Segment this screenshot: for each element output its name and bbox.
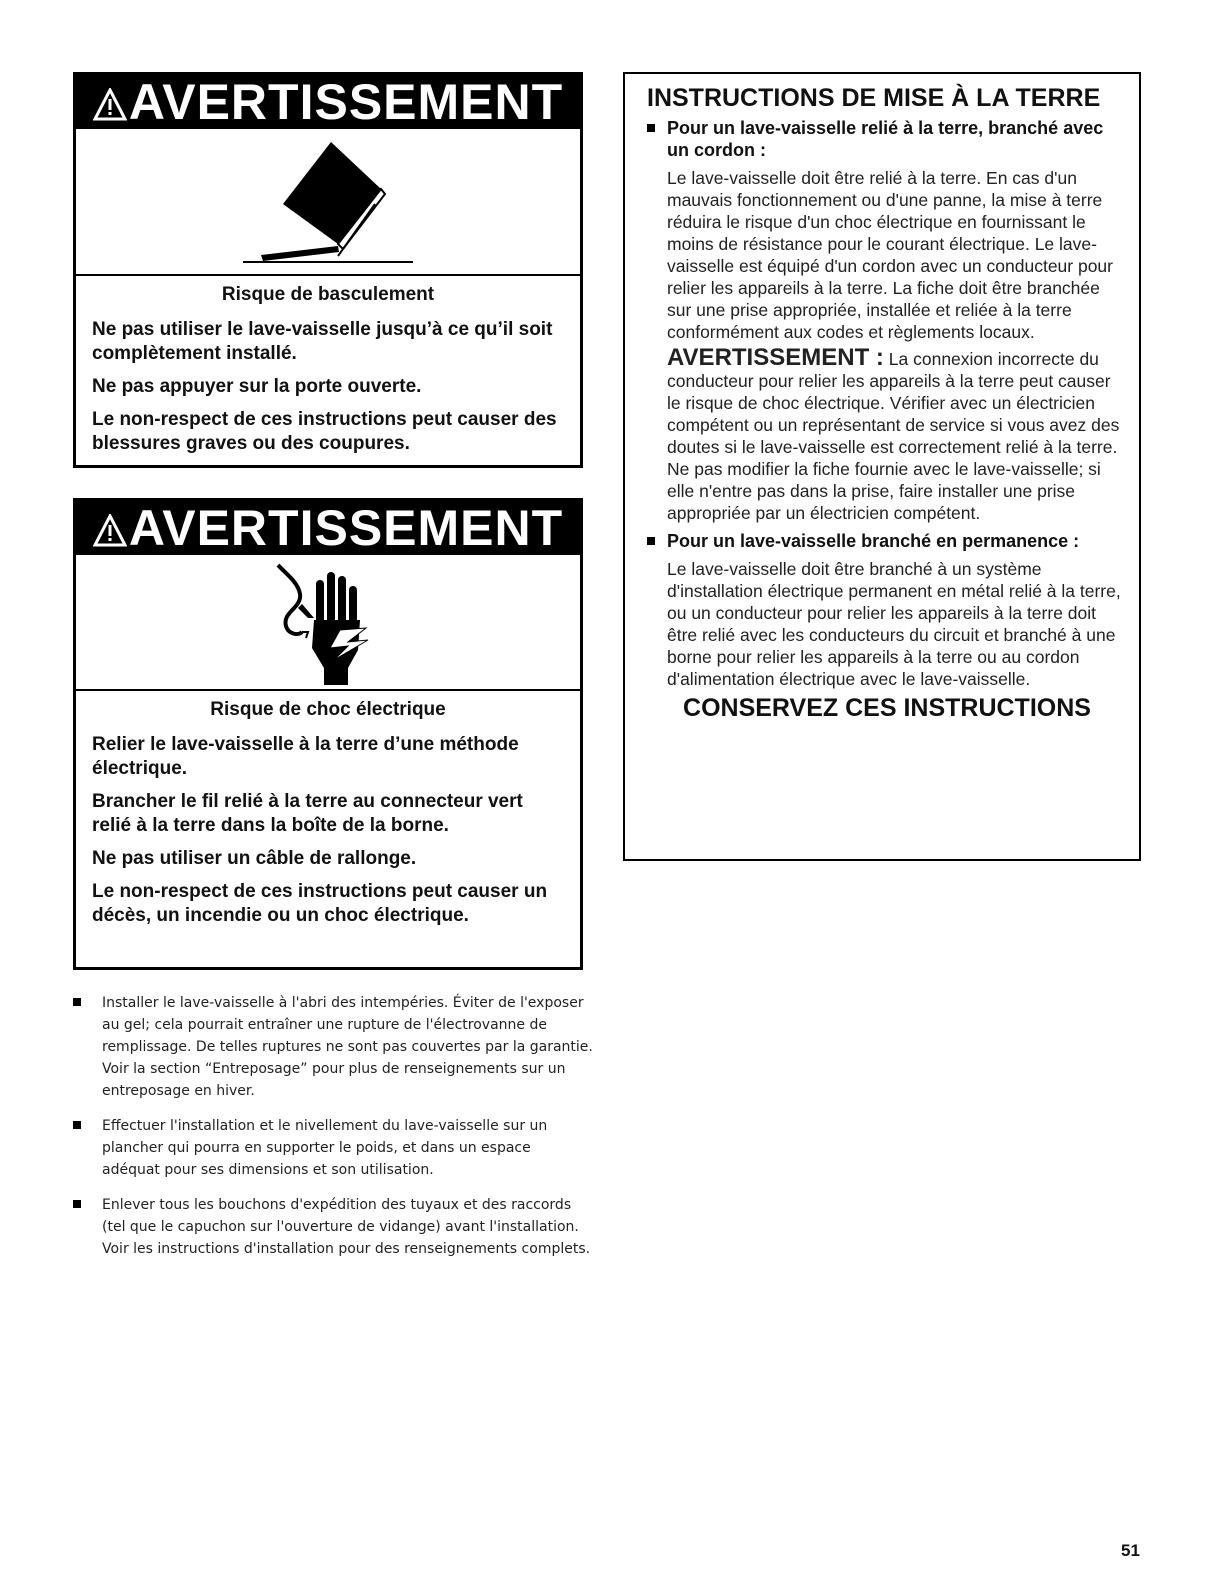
list-item — [73, 1115, 593, 1181]
bullet-square-icon — [647, 124, 655, 132]
tipping-warning-box — [73, 72, 583, 468]
pictogram-area — [76, 555, 580, 691]
bullet-square-icon — [73, 998, 81, 1006]
warning-triangle-icon — [93, 88, 127, 122]
corded-section-text: Le lave-vaisselle doit être relié à la terre. En cas d'un mauvais fonctionnement ou d'une panne, la mise à terre réduira le risque d'un choc électrique en fournissant le moins de résistance pour le courant électrique. Le lave-vaisselle est équipé d'un cordon avec un conducteur pour relier les appareils à la terre. La fiche doit être branchée sur une prise appropriée, installée et reliée à la terre conformément aux codes et règlements locaux. — [667, 168, 1113, 342]
warning-header — [76, 75, 580, 129]
electric-shock-warning-box — [73, 498, 583, 970]
permanent-section-heading-text: Pour un lave-vaisselle branché en permanence : — [667, 531, 1080, 551]
warning-paragraph: Le non-respect de ces instructions peut causer un décès, un incendie ou un choc électrique. — [92, 881, 548, 926]
list-item-text: Effectuer l'installation et le nivellement du lave-vaisselle sur un plancher qui pourra en supporter le poids, et dans un espace adéquat pour ses dimensions et son utilisation. — [102, 1118, 548, 1178]
risk-title: Risque de choc électrique — [210, 699, 446, 720]
list-item — [73, 1194, 593, 1260]
warning-paragraph: Le non-respect de ces instructions peut causer des blessures graves ou des coupures. — [92, 409, 557, 454]
grounding-warning-label: AVERTISSEMENT : — [667, 344, 884, 371]
grounding-warning — [647, 344, 1127, 524]
permanent-section-text: Le lave-vaisselle doit être branché à un système d'installation électrique permanent en métal relié à la terre, ou un conducteur pour relier les appareils à la terre doit être relié avec les conducteurs du circuit et branché à une borne pour relier les appareils à la terre ou au cordon d'alimentation électrique avec le lave-vaisselle. — [667, 559, 1121, 689]
pictogram-area — [76, 129, 580, 276]
warning-header-text: AVERTISSEMENT — [128, 74, 564, 130]
risk-title: Risque de basculement — [221, 284, 435, 305]
list-item — [73, 992, 593, 1102]
corded-section-heading-text: Pour un lave-vaisselle relié à la terre, branché avec un cordon : — [667, 118, 1104, 160]
grounding-footer: CONSERVEZ CES INSTRUCTIONS — [683, 694, 1091, 722]
bullet-square-icon — [647, 537, 655, 545]
grounding-warning-text: La connexion incorrecte du conducteur pour relier les appareils à la terre peut causer le risque de choc électrique. Vérifier avec un électricien compétent ou un représentant de service si vous avez des doutes si le lave-vaisselle est correctement relié à la terre. Ne pas modifier la fiche fournie avec le lave-vaisselle; si elle n'entre pas dans la prise, faire installer une prise appropriée par un électricien compétent. — [667, 349, 1120, 523]
list-item-text: Enlever tous les bouchons d'expédition des tuyaux et des raccords (tel que le capuchon sur l'ouverture de vidange) avant l'installation. Voir les instructions d'installation pour des renseignements complets. — [102, 1197, 591, 1257]
warning-paragraph: Relier le lave-vaisselle à la terre d’une méthode électrique. — [92, 734, 519, 779]
installation-notes-list — [73, 992, 593, 1273]
grounding-instructions-box — [623, 72, 1141, 861]
corded-section-heading — [647, 117, 1127, 161]
list-item-text: Installer le lave-vaisselle à l'abri des intempéries. Éviter de l'exposer au gel; cela pourrait entraîner une rupture de l'électrovanne de remplissage. De telles ruptures ne sont pas couvertes par la garantie. Voir la section “Entreposage” pour plus de renseignements sur un entreposage en hiver. — [102, 995, 593, 1099]
page-number: 51 — [1121, 1541, 1140, 1560]
warning-paragraph: Brancher le fil relié à la terre au connecteur vert relié à la terre dans la boîte de la borne. — [92, 791, 523, 836]
electric-shock-hazard-icon — [268, 560, 388, 685]
tipping-hazard-icon — [243, 134, 413, 269]
warning-header — [76, 501, 580, 555]
warning-triangle-icon — [93, 514, 127, 548]
warning-paragraph: Ne pas appuyer sur la porte ouverte. — [92, 376, 422, 397]
bullet-square-icon — [73, 1200, 81, 1208]
grounding-title: INSTRUCTIONS DE MISE À LA TERRE — [647, 84, 1101, 112]
warning-paragraph: Ne pas utiliser le lave-vaisselle jusqu’à ce qu’il soit complètement installé. — [92, 319, 553, 364]
warning-header-text: AVERTISSEMENT — [128, 500, 564, 556]
warning-paragraph: Ne pas utiliser un câble de rallonge. — [92, 848, 417, 869]
bullet-square-icon — [73, 1121, 81, 1129]
permanent-section-heading — [647, 530, 1127, 552]
